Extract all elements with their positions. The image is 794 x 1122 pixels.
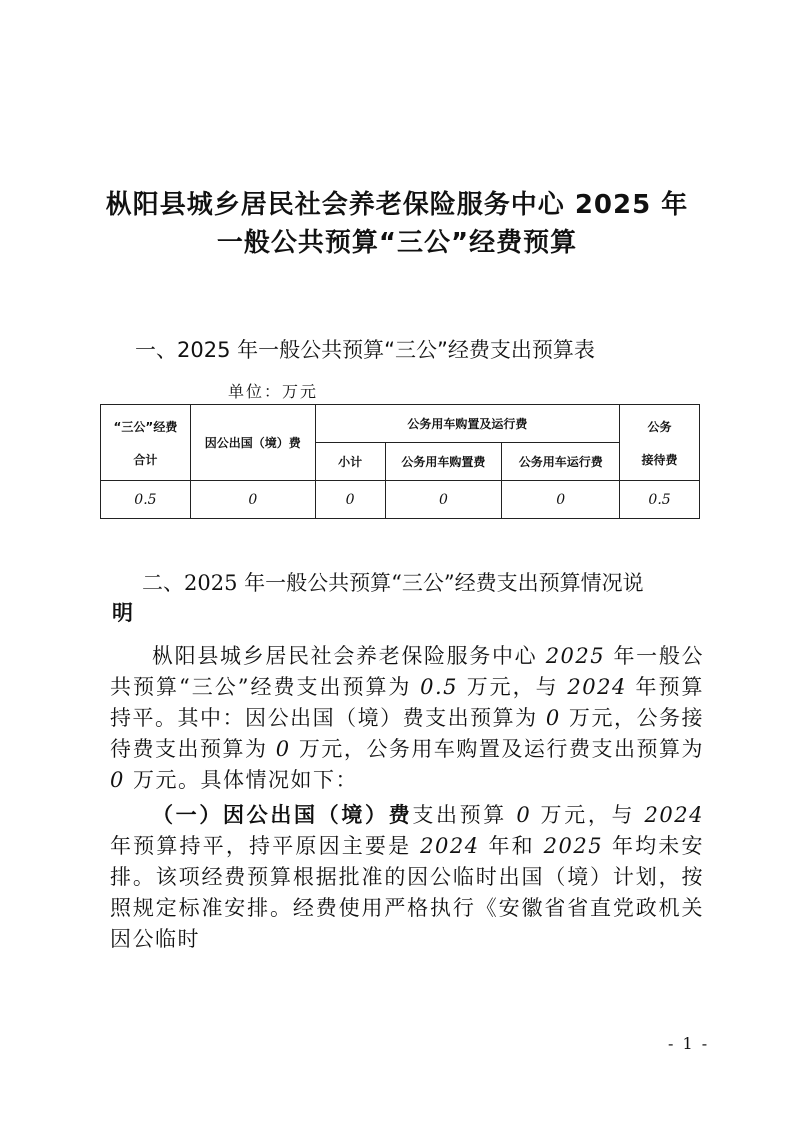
p1-year-2025: 2025 — [545, 644, 606, 668]
p1-text-c: 万元，与 — [458, 675, 568, 699]
p2-text-d: 年和 — [479, 834, 544, 858]
p2-text-b: 万元，与 — [531, 803, 645, 827]
p1-value-reception: 0 — [275, 737, 291, 761]
value-reception: 0.5 — [620, 481, 700, 519]
p1-text-f: 万元，公务用车购置及运行费支出预算为 — [290, 737, 704, 761]
header-reception-line1: 公务 — [647, 419, 672, 434]
p2-value: 0 — [516, 803, 532, 827]
header-vehicle-purchase: 公务用车购置费 — [385, 443, 502, 481]
p1-value-vehicle: 0 — [110, 768, 125, 792]
p2-text-c: 年预算持平，持平原因主要是 — [110, 834, 421, 858]
document-title-line1: 枞阳县城乡居民社会养老保险服务中心 2025 年 — [105, 190, 689, 220]
value-abroad: 0 — [190, 481, 315, 519]
p1-year-2024: 2024 — [567, 675, 627, 699]
header-subtotal: 小计 — [315, 443, 385, 481]
page-number: - 1 - — [668, 1034, 710, 1053]
section2-heading — [112, 568, 702, 628]
unit-label: 单位：万元 — [228, 382, 319, 401]
section2-heading-line2: 明 — [112, 600, 133, 625]
p2-text-e: 年均未安排。该项经费预算根据批准的因公临时出国（境）计划，按照规定标准安排。经费使用严格执行《安徽省省直党政机关因公临时 — [110, 834, 704, 951]
p1-text-e: 万元，公务接待费支出预算为 — [110, 706, 704, 761]
header-vehicle-operation: 公务用车运行费 — [502, 443, 620, 481]
document-title-line2: 一般公共预算“三公”经费预算 — [216, 228, 578, 258]
body-text — [110, 641, 704, 955]
header-total — [101, 405, 191, 481]
section2-heading-line1: 二、2025 年一般公共预算“三公”经费支出预算情况说 — [142, 571, 644, 595]
p1-value-abroad: 0 — [545, 706, 561, 730]
section1-heading: 一、2025 年一般公共预算“三公”经费支出预算表 — [135, 338, 595, 362]
three-public-budget-table — [100, 404, 700, 519]
paragraph-summary — [110, 641, 704, 796]
paragraph-abroad — [110, 799, 704, 955]
value-total: 0.5 — [101, 481, 191, 519]
p2-year-2024b: 2024 — [420, 834, 480, 858]
value-subtotal: 0 — [315, 481, 385, 519]
header-total-line1: “三公”经费 — [113, 419, 178, 434]
p2-bold-heading: （一）因公出国（境）费 — [152, 802, 413, 827]
header-abroad: 因公出国（境）费 — [190, 405, 315, 481]
p2-text-a: 支出预算 — [412, 803, 517, 827]
p1-text-g: 万元。具体情况如下： — [124, 768, 359, 792]
header-reception-line2: 接待费 — [641, 452, 678, 467]
header-total-line2: 合计 — [133, 452, 158, 467]
p1-text-a: 枞阳县城乡居民社会养老保险服务中心 — [152, 644, 546, 668]
p2-year-2025: 2025 — [543, 834, 604, 858]
value-vehicle-operation: 0 — [502, 481, 620, 519]
p1-text-b: 年一般公共预算“三公”经费支出预算为 — [110, 644, 704, 699]
value-vehicle-purchase: 0 — [385, 481, 502, 519]
p1-text-d: 年预算持平。其中：因公出国（境）费支出预算为 — [110, 675, 704, 730]
header-reception — [620, 405, 700, 481]
header-vehicle-group: 公务用车购置及运行费 — [315, 405, 619, 443]
p1-value-total: 0.5 — [420, 675, 459, 699]
p2-year-2024a: 2024 — [644, 803, 704, 827]
